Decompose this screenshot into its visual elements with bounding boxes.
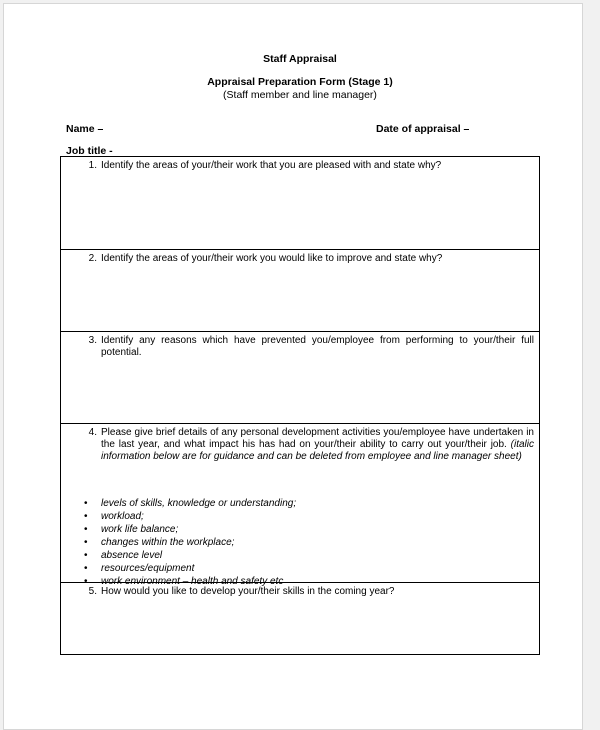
- guidance-bullet: • resources/equipment: [83, 562, 296, 575]
- question-number: 1.: [88, 160, 97, 171]
- question-row-5[interactable]: [61, 583, 539, 654]
- date-of-appraisal-label: Date of appraisal –: [376, 123, 470, 135]
- question-4: [83, 427, 534, 463]
- question-text: [101, 427, 534, 463]
- job-title-label: Job title -: [66, 145, 113, 157]
- question-text: Identify the areas of your/their work you would like to improve and state why?: [101, 253, 443, 264]
- question-row-4[interactable]: [61, 424, 539, 587]
- question-text: Identify the areas of your/their work that you are pleased with and state why?: [101, 160, 442, 171]
- form-audience-note: (Staff member and line manager): [223, 89, 377, 101]
- question-3: [83, 335, 534, 359]
- appraisal-questions-table: [60, 156, 540, 655]
- question-row-3[interactable]: [61, 332, 539, 424]
- guidance-bullet: • work environment – health and safety etc: [83, 575, 296, 588]
- question-row-1[interactable]: [61, 157, 539, 250]
- question-number: 4.: [88, 427, 97, 438]
- question-text: Identify any reasons which have prevented you/employee from performing to your/their full potential.: [101, 335, 534, 358]
- form-subtitle: Appraisal Preparation Form (Stage 1): [207, 76, 393, 88]
- guidance-note: (italic information below are for guidance and can be deleted from employee and line manager sheet): [101, 439, 534, 462]
- guidance-bullet: • levels of skills, knowledge or understanding;: [83, 497, 296, 510]
- question-5: [83, 586, 534, 598]
- guidance-bullet: • workload;: [83, 510, 296, 523]
- question-text: How would you like to develop your/their skills in the coming year?: [101, 586, 395, 597]
- guidance-bullet-list: [83, 497, 296, 588]
- document-title: Staff Appraisal: [263, 53, 337, 65]
- name-label: Name –: [66, 123, 104, 135]
- question-number: 3.: [88, 335, 97, 346]
- guidance-bullet: • absence level: [83, 549, 296, 562]
- question-number: 2.: [88, 253, 97, 264]
- question-1: [83, 160, 534, 172]
- question-row-2[interactable]: [61, 250, 539, 332]
- question-2: [83, 253, 534, 265]
- guidance-bullet: • changes within the workplace;: [83, 536, 296, 549]
- guidance-bullet: • work life balance;: [83, 523, 296, 536]
- question-number: 5.: [88, 586, 97, 597]
- question-main-text: Please give brief details of any personal development activities you/employee have undertaken in the last year, and what impact his has had on your/their ability to carry out your/their job.: [101, 427, 534, 450]
